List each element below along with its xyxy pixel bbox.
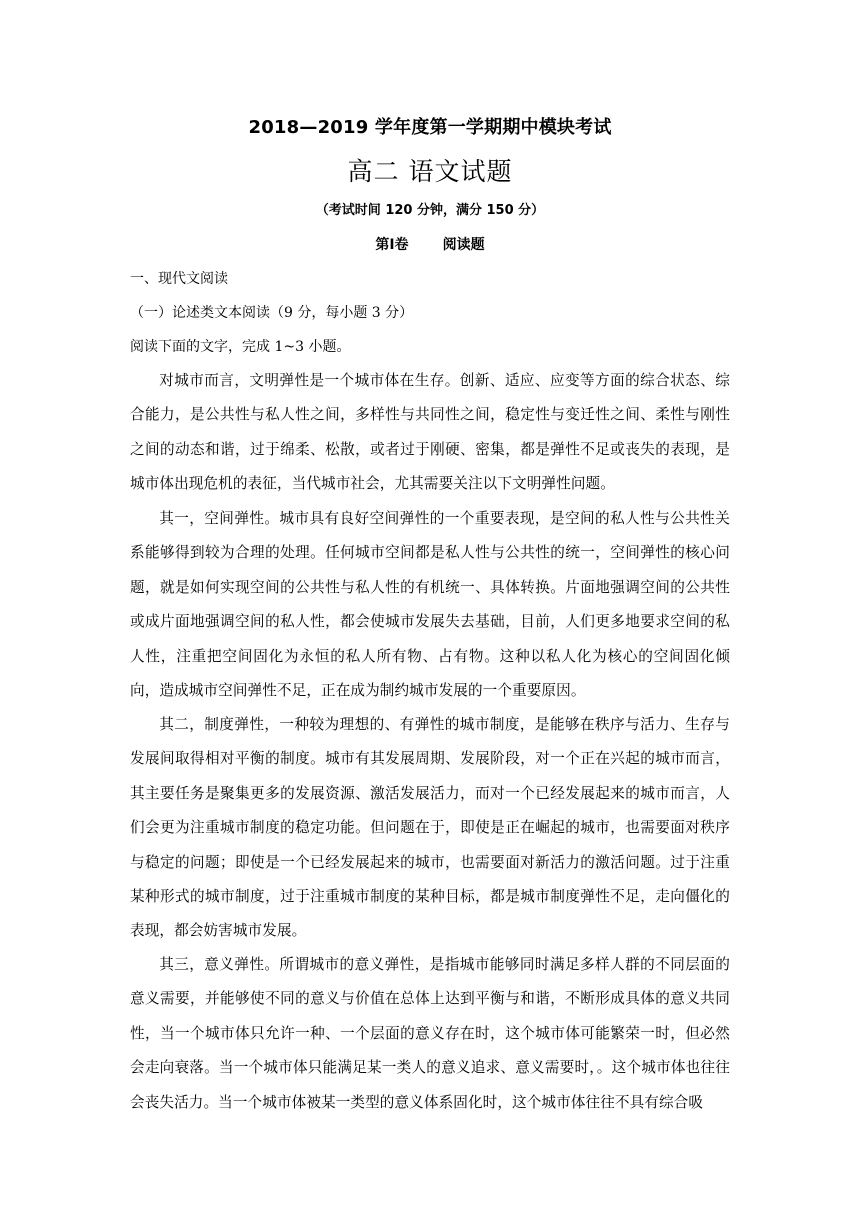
paragraph-meaning-elasticity: 其三，意义弹性。所谓城市的意义弹性，是指城市能够同时满足多样人群的不同层面的意义需要，并能够使不同的意义与价值在总体上达到平衡与和谐，不断形成具体的意义共同性，当一个城市体只允许一种、一个层面的意义存在时，这个城市体可能繁荣一时，但必然会走向衰落。当一个城市体只能满足某一类人的意义追求、意义需要时，。这个城市体也往往会丧失活力。当一个城市体被某一类型的意义体系固化时，这个城市体往往不具有综合吸 — [130, 956, 730, 1111]
exam-title: 2018—2019 学年度第一学期期中模块考试 — [248, 117, 612, 138]
paragraph-space-elasticity: 其一，空间弹性。城市具有良好空间弹性的一个重要表现，是空间的私人性与公共性关系能够得到较为合理的处理。任何城市空间都是私人性与公共性的统一，空间弹性的核心问题，就是如何实现空间的公共性与私人性的有机统一、具体转换。片面地强调空间的公共性或成片面地强调空间的私人性，都会使城市发展失去基础，目前，人们更多地要求空间的私人性，注重把空间固化为永恒的私人所有物、占有物。这种以私人化为核心的空间固化倾向，造成城市空间弹性不足，正在成为制约城市发展的一个重要原因。 — [130, 510, 730, 700]
paragraph-intro: 对城市而言，文明弹性是一个城市体在生存。创新、适应、应变等方面的综合状态、综合能力，是公共性与私人性之间，多样性与共同性之间，稳定性与变迁性之间、柔性与刚性之间的动态和谐，过于绵柔、松散，或者过于刚硬、密集，都是弹性不足或丧失的表现，是城市体出现危机的表征，当代城市社会，尤其需要关注以下文明弹性问题。 — [130, 372, 730, 493]
section-subheading: （一）论述类文本阅读（9 分，每小题 3 分） — [130, 305, 414, 321]
reading-instruction: 阅读下面的文字，完成 1~3 小题。 — [130, 339, 351, 355]
volume-heading: 第Ⅰ卷 阅读题 — [375, 237, 485, 253]
exam-subtitle: 高二 语文试题 — [347, 157, 513, 186]
exam-duration-info: （考试时间 120 分钟，满分 150 分） — [315, 203, 545, 218]
paragraph-system-elasticity: 其二，制度弹性，一种较为理想的、有弹性的城市制度，是能够在秩序与活力、生存与发展间取得相对平衡的制度。城市有其发展周期、发展阶段，对一个正在兴起的城市而言，其主要任务是聚集更多的发展资源、激活发展活力，而对一个已经发展起来的城市而言，人们会更为注重城市制度的稳定功能。但问题在于，即使是正在崛起的城市，也需要面对秩序与稳定的问题；即使是一个已经发展起来的城市，也需要面对新活力的激活问题。过于注重某种形式的城市制度，过于注重城市制度的某种目标，都是城市制度弹性不足，走向僵化的表现，都会妨害城市发展。 — [130, 716, 730, 940]
section-heading: 一、现代文阅读 — [130, 271, 228, 287]
